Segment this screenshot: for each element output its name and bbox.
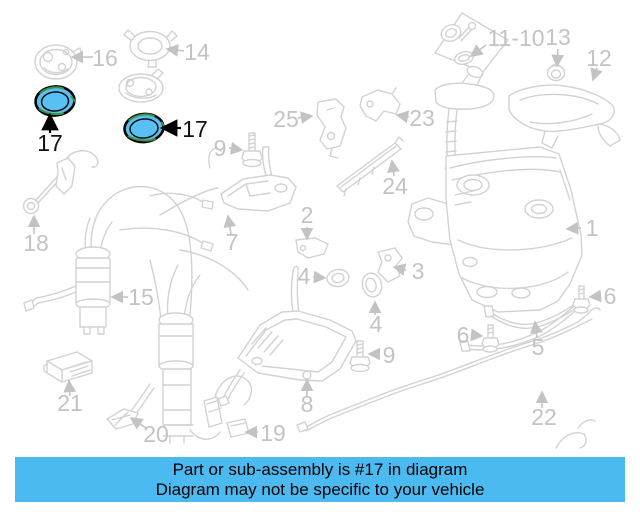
callout-17-left: [37, 115, 63, 156]
callout-25: [273, 106, 312, 132]
callout-9-bottom: [369, 342, 395, 368]
callout-label-14: 14: [184, 39, 210, 65]
callout-19: [246, 420, 286, 446]
info-banner: [15, 457, 625, 502]
callout-24: [382, 161, 408, 199]
callout-label-4-left: 4: [297, 263, 311, 289]
callout-label-6-left: 6: [456, 322, 470, 348]
callout-20: [131, 418, 169, 447]
callout-13: [545, 24, 571, 66]
callout-label-9-top: 9: [213, 135, 227, 161]
callout-2: [301, 202, 314, 239]
banner-line-2: Diagram may not be specific to your vehicle: [155, 480, 485, 499]
callout-12: [586, 45, 612, 80]
callout-label-23: 23: [409, 105, 435, 131]
callout-23: [397, 105, 435, 131]
part-21-control-module: [44, 352, 92, 382]
part-17-seal-ring-left-highlighted: [35, 85, 76, 117]
callout-label-12: 12: [586, 45, 612, 71]
callout-label-25: 25: [273, 106, 299, 132]
callout-9-top: [214, 135, 242, 161]
callout-label-7: 7: [225, 229, 239, 255]
callout-6-right: [590, 283, 616, 309]
callout-label-6-right: 6: [603, 283, 617, 309]
part-17-seal-ring-right-highlighted: [123, 112, 166, 143]
callout-14: [167, 39, 210, 65]
callout-4-bottom: [370, 302, 383, 337]
part-9-bolt-top: [242, 133, 262, 167]
callout-22: [531, 392, 557, 430]
callout-7: [226, 216, 239, 255]
callout-label-8: 8: [300, 391, 314, 417]
callout-6-left: [457, 322, 482, 348]
part-25-bracket: [317, 99, 346, 158]
part-4-grommet-left: [326, 268, 350, 288]
callout-label-19: 19: [260, 420, 286, 446]
part-3-bracket: [378, 248, 402, 282]
callout-label-20: 20: [143, 421, 169, 447]
callout-label-9-bottom: 9: [382, 342, 396, 368]
callout-label-21: 21: [57, 390, 83, 416]
part-2-bracket: [296, 238, 328, 258]
callout-label-3: 3: [411, 258, 425, 284]
part-19-connector: [204, 376, 251, 437]
callout-label-16: 16: [92, 45, 118, 71]
part-6-bolt-left: [482, 325, 499, 352]
callout-label-2: 2: [300, 202, 314, 228]
part-23-bracket: [360, 88, 400, 121]
callout-label-17-left: 17: [37, 130, 63, 156]
callout-label-5: 5: [531, 334, 545, 360]
callout-label-4-bottom: 4: [369, 311, 383, 337]
callout-4-left: [298, 263, 325, 289]
callout-label-22: 22: [531, 404, 557, 430]
callout-label-17-right: 17: [182, 116, 208, 142]
callout-label-24: 24: [382, 173, 408, 199]
part-18-float-sender: [24, 151, 98, 214]
callout-label-11-10: 11-10: [487, 25, 545, 51]
banner-line-1: Part or sub-assembly is #17 in diagram: [172, 460, 468, 479]
callout-label-18: 18: [23, 230, 49, 256]
callout-label-1: 1: [585, 215, 599, 241]
part-12-shield: [509, 85, 620, 148]
callout-label-13: 13: [545, 24, 571, 50]
callout-18: [23, 216, 49, 256]
callout-21: [57, 381, 83, 416]
callout-15: [112, 284, 154, 310]
pump-flange: [119, 69, 163, 102]
callout-8: [301, 380, 314, 417]
part-6-bolt-right: [573, 286, 590, 313]
callout-17-right: [162, 116, 208, 142]
part-1-fuel-tank: [408, 147, 582, 312]
part-8-skid-plate: [218, 266, 356, 406]
callout-label-15: 15: [128, 284, 154, 310]
part-13-grommet: [548, 64, 565, 80]
part-16-pump-cover: [35, 45, 82, 79]
